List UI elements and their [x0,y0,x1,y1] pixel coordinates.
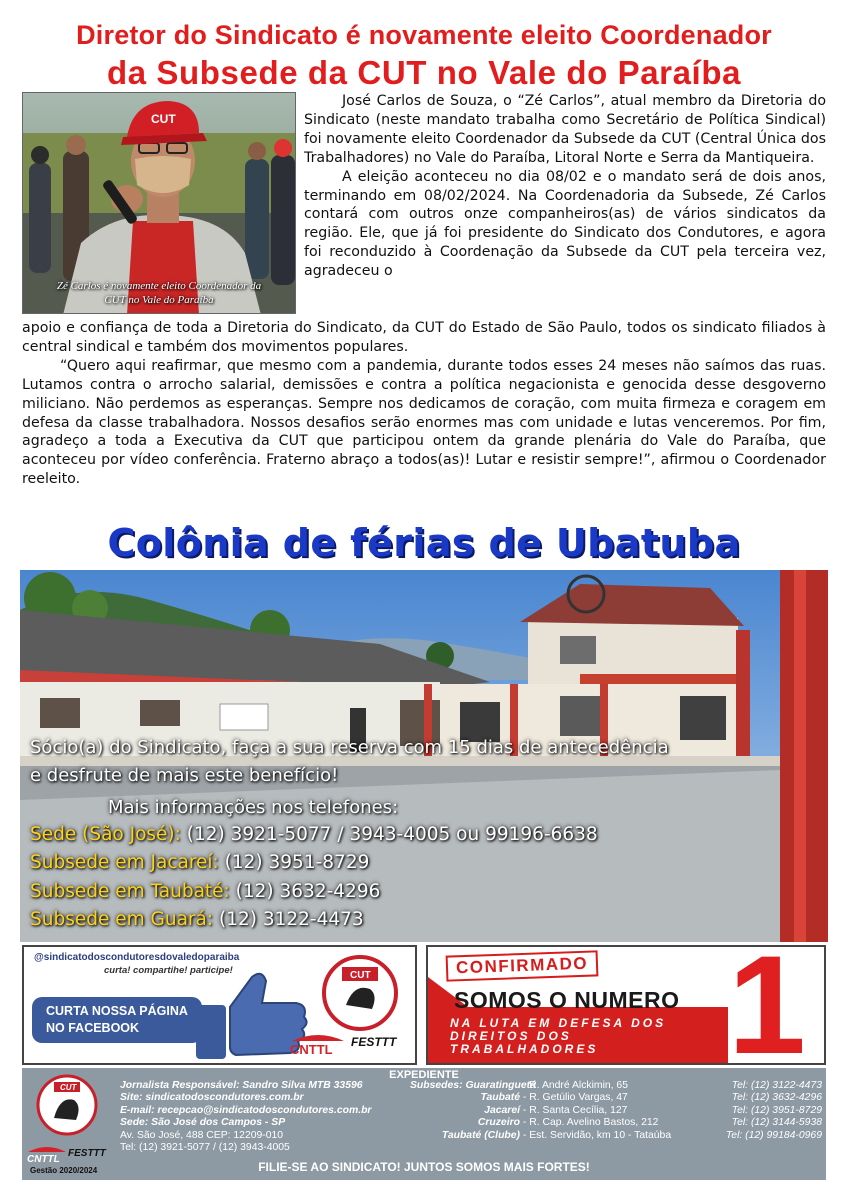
photo-caption-line-2: CUT no Vale do Paraíba [104,294,214,306]
sindicato-logo-text: CUT [60,1083,77,1092]
phone-number: (12) 3951-8729 [218,852,370,873]
cap-logo-text: CUT [151,112,176,126]
footer-festtt-logo: FESTTT [68,1148,106,1159]
subsede-city: Taubaté [480,1092,520,1104]
festtt-logo: FESTTT [351,1035,397,1049]
expediente-footer [22,1068,826,1180]
cnttl-logo-icon [288,1031,348,1057]
colonia-promo-line-2: e desfrute de mais este benefício! [30,765,339,786]
subsede-row [410,1130,700,1142]
footer-tel: Tel: (12) 3921-5077 / (12) 3943-4005 [120,1142,290,1154]
article-body [22,319,826,489]
luta-line-1: NA LUTA EM DEFESA DOS [450,1016,667,1030]
gestao-label: Gestão 2020/2024 [30,1166,98,1175]
footer-cnttl-text: CNTTL [27,1154,60,1164]
luta-line-3: TRABALHADORES [450,1042,599,1056]
footer-slogan: FILIE-SE AO SINDICATO! JUNTOS SOMOS MAIS FORTES! [258,1160,590,1174]
footer-contacts [120,1080,371,1154]
headline-line-2: da Subsede da CUT no Vale do Paraíba [106,54,742,91]
article-paragraph-1: José Carlos de Souza, o “Zé Carlos”, atual membro da Diretoria do Sindicato (neste mandato trabalha como Secretário de Política Sindical) foi novamente eleito Coordenador da Subsede da CUT (Central Única dos Trabalhadores) no Vale do Paraíba, Litoral Norte e Serra da Mantiqueira. [304,93,826,166]
subsede-address: - R. Santa Cecília, 127 [520,1104,628,1116]
article-paragraph-2-continued: apoio e confiança de toda a Diretoria do Sindicato, da CUT do Estado de São Paulo, todos os sindicato filiados à central sindical e também dos movimentos populares. [22,320,826,355]
confirmado-box [426,945,826,1065]
photo-caption-line-1: Zé Carlos é novamente eleito Coordenador da [56,280,262,292]
subsedes-label-city: Subsedes: Guaratinguetá [410,1080,536,1091]
subsede-row [410,1080,700,1092]
subsede-phone: Tel: (12) 3632-4296 [731,1092,822,1104]
colonia-promo-line-1: Sócio(a) do Sindicato, faça a sua reserva com 15 dias de antecedência [30,737,669,758]
footer-sede: Sede: São José dos Campos - SP [120,1117,286,1129]
subsede-row [410,1105,700,1117]
article-paragraph-2: A eleição aconteceu no dia 08/02 e o mandato será de dois anos, terminando em 08/02/2024. Na Coordenadoria da Subsede, Zé Carlos contará com outros onze companheiros(as) de vários sindicatos da região. Ele, que já foi presidente do Sindicato dos Condutores, e agora foi reconduzido à Coordenação da Subsede da CUT pela terceira vez, agradeceu o [304,168,826,280]
ze-carlos-photo [22,92,296,314]
cut-logo-icon [320,953,400,1033]
photo-caption [23,279,295,307]
facebook-promo-box[interactable] [22,945,417,1065]
subsede-address: - R. André Alckimin, 65 [520,1080,628,1091]
headline-line-1: Diretor do Sindicato é novamente eleito Coordenador [76,20,772,50]
colonia-info-heading: Mais informações nos telefones: [108,797,399,818]
article-paragraph-3: “Quero aqui reafirmar, que mesmo com a pandemia, durante todos esses 24 meses não saímos das ruas. Lutamos contra o arrocho salarial, demissões e contra a política negacionista e genocida desse desgoverno miliciano. Não perdemos as esperanças. Sempre nos dedicamos de coração, com muita firmeza e coragem em defesa da classe trabalhadora. Nossos desafios serão enormes mas com unidade e lutas venceremos. Por fim, agradeço a toda a Executiva da CUT que participou ontem da grande plenária do Vale do Paraíba, que aconteceu por vídeo conferência. Fraterno abraço a todos(as)! Lutar e resistir sempre!”, afirmou o Coordenador reeleito. [22,357,826,488]
luta-line-2: DIREITOS DOS [450,1029,572,1043]
confirmado-stamp: CONFIRMADO [446,950,599,981]
phone-number: (12) 3122-4473 [213,909,364,930]
subsede-address: - R. Cap. Avelino Bastos, 212 [520,1117,659,1129]
number-one: 1 [728,945,806,1065]
subsede-phone: Tel: (12) 3144-5938 [731,1117,822,1129]
footer-email-link[interactable]: E-mail: recepcao@sindicatodoscondutores.com.br [120,1104,372,1116]
facebook-button-line-2: NO FACEBOOK [46,1021,140,1035]
subsede-address: - R. Getúlio Vargas, 47 [520,1092,628,1104]
subsede-city: Cruzeiro [477,1117,520,1129]
phone-label: Sede (São José): [30,824,181,845]
subsede-phone: Tel: (12) 3951-8729 [731,1104,822,1116]
colonia-photo [20,570,828,942]
footer-endereco: Av. São José, 488 CEP: 12209-010 [120,1129,284,1141]
subsede-phone: Tel: (12) 3122-4473 [731,1080,822,1091]
expediente-title: EXPEDIENTE [389,1069,459,1081]
subsede-address: - Est. Servidão, km 10 - Tataúba [520,1129,672,1141]
facebook-button-line-1: CURTA NOSSA PÁGINA [46,1004,188,1018]
footer-subsede-phones [710,1080,822,1142]
cnttl-logo-text: CNTTL [290,1042,333,1057]
subsede-row [410,1117,700,1129]
subsede-row [410,1092,700,1104]
phone-jacarei [30,852,369,873]
phone-label: Subsede em Jacareí: [30,852,219,873]
colonia-title: Colônia de férias de Ubatuba [107,521,741,565]
phone-label: Subsede em Guará: [30,909,214,930]
subsede-city: Jacareí [484,1104,520,1116]
facebook-handle[interactable]: @sindicatodoscondutoresdovaledoparaiba [34,952,240,963]
facebook-like-button[interactable] [32,997,202,1043]
phone-number: (12) 3921-5077 / 3943-4005 ou 99196-6638 [180,824,598,845]
footer-site-link[interactable]: Site: sindicatodoscondutores.com.br [120,1092,304,1104]
footer-jornalista: Jornalista Responsável: Sandro Silva MTB 33596 [120,1080,363,1091]
luta-text [450,1017,730,1056]
article-intro [304,92,826,281]
phone-label: Subsede em Taubaté: [30,881,230,902]
subsede-city: Taubaté (Clube) [441,1129,520,1141]
sindicato-logo-icon [36,1074,98,1136]
phone-taubate [30,881,380,902]
phone-number: (12) 3632-4296 [229,881,381,902]
footer-subsedes [410,1080,700,1142]
somos-o-numero: SOMOS O NUMERO [454,987,680,1013]
facebook-tagline: curta! compartihe! participe! [104,965,233,976]
phone-guara [30,909,364,930]
cut-logo-text: CUT [350,970,371,981]
phone-sede [30,824,598,845]
subsede-phone: Tel: (12) 99184-0969 [725,1129,822,1141]
